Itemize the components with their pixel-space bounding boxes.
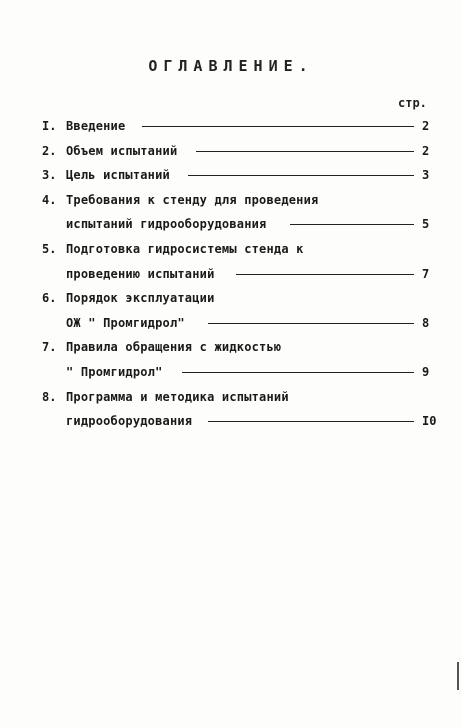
toc-entry-number: I.: [42, 119, 57, 133]
leader-line: [188, 175, 414, 176]
toc-entry-page: 9: [422, 364, 430, 379]
toc-entry-number: 7.: [42, 340, 57, 355]
toc-entry-title: Порядок эксплуатации: [66, 291, 215, 306]
toc-entry-page: 2: [422, 119, 430, 133]
toc-entry-title: Объем испытаний: [66, 143, 178, 158]
scan-margin-mark: [457, 662, 459, 690]
toc-entry-page: I0: [422, 414, 437, 429]
toc-entry-6-continuation: [42, 311, 442, 336]
toc-entry-title-continuation: ОЖ " Промгидрол": [66, 315, 185, 330]
toc-entry-number: 4.: [42, 192, 57, 207]
toc-entry-number: 6.: [42, 291, 57, 306]
toc-entry-number: 5.: [42, 241, 57, 256]
toc-entry-title-continuation: испытаний гидрооборудования: [66, 217, 267, 232]
leader-line: [208, 421, 414, 422]
toc-entry-page: 7: [422, 266, 430, 281]
toc-entry-4: [42, 188, 442, 213]
toc-entry-number: 8.: [42, 389, 57, 404]
leader-line: [142, 126, 414, 127]
toc-entry-title: Программа и методика испытаний: [66, 389, 289, 404]
toc-entry-3: [42, 163, 442, 188]
leader-line: [290, 224, 414, 225]
leader-line: [236, 274, 414, 275]
leader-line: [208, 323, 414, 324]
toc-entry-page: 2: [422, 143, 430, 158]
page-column-label: стр.: [398, 96, 427, 110]
toc-entry-title: Правила обращения с жидкостью: [66, 340, 282, 355]
toc-entry-title: Введение: [66, 119, 126, 133]
leader-line: [182, 372, 414, 373]
toc-entry-1: [42, 114, 442, 139]
toc-entry-page: 8: [422, 315, 430, 330]
toc-entry-number: 3.: [42, 168, 57, 183]
toc-entry-8-continuation: [42, 409, 442, 434]
toc-entry-2: [42, 139, 442, 164]
page-title: ОГЛАВЛЕНИЕ.: [148, 57, 314, 75]
toc-entry-title: Цель испытаний: [66, 168, 170, 183]
toc-entry-page: 3: [422, 168, 430, 183]
leader-line: [196, 151, 414, 152]
toc-entry-8: [42, 385, 442, 410]
toc-entry-7-continuation: [42, 360, 442, 385]
toc-entry-title: Подготовка гидросистемы стенда к: [66, 241, 304, 256]
toc-entry-5: [42, 237, 442, 262]
toc-entry-number: 2.: [42, 143, 57, 158]
toc-entry-title-continuation: " Промгидрол": [66, 364, 163, 379]
toc-entry-page: 5: [422, 217, 430, 232]
toc-entry-7: [42, 335, 442, 360]
toc-entry-6: [42, 286, 442, 311]
toc-entry-title-continuation: проведению испытаний: [66, 266, 215, 281]
toc-entry-title: Требования к стенду для проведения: [66, 192, 319, 207]
toc-entry-5-continuation: [42, 262, 442, 287]
toc-entry-title-continuation: гидрооборудования: [66, 414, 193, 429]
toc-entry-4-continuation: [42, 212, 442, 237]
table-of-contents: [42, 114, 442, 434]
